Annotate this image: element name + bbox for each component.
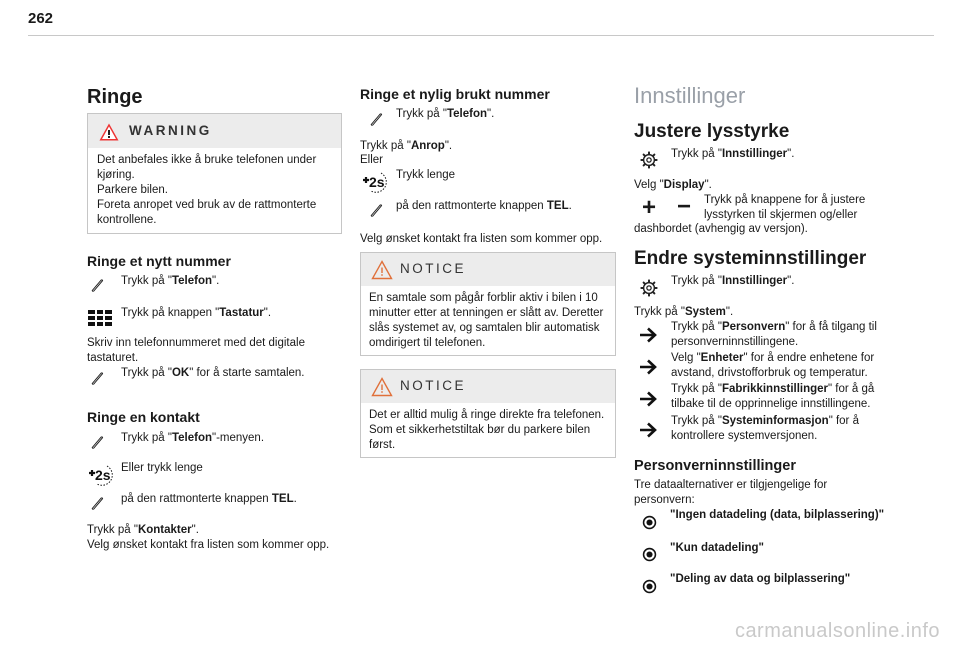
instruction-text: Trykk på knappen "Tastatur". xyxy=(121,307,272,319)
instruction-text: Velg ønsket kontakt fra listen som kommer opp. xyxy=(87,539,330,551)
notice-text: En samtale som pågår forblir aktiv i bilen i 10 minutter etter at tenningen er slått av. Deretter slås systemet av, og samtalen blir automatisk omdirigert til telefonen. xyxy=(369,292,604,349)
long-press-icon xyxy=(361,170,391,194)
arrow-right-icon xyxy=(638,389,658,409)
notice-box xyxy=(360,252,616,356)
minus-icon: − xyxy=(677,193,692,220)
plus-icon: + xyxy=(642,194,657,221)
instruction-text: Velg "Display". xyxy=(634,179,712,191)
warning-label: WARNING xyxy=(129,123,212,138)
warning-icon xyxy=(98,122,120,142)
arrow-right-icon xyxy=(638,357,658,377)
subheading-ringe-en-kontakt: Ringe en kontakt xyxy=(87,409,200,425)
instruction-text: på den rattmonterte knappen TEL. xyxy=(396,200,572,212)
instruction-text: Trykk på "Personvern" for å få tilgang til personverninnstillingene. xyxy=(671,321,877,348)
notice-icon xyxy=(371,377,393,397)
watermark: carmanualsonline.info xyxy=(734,620,940,642)
warning-box xyxy=(87,113,342,234)
section-heading-ringe: Ringe xyxy=(87,86,143,108)
subheading-ringe-nytt-nummer: Ringe et nytt nummer xyxy=(87,253,231,269)
instruction-text: Skriv inn telefonnummeret med det digitale tastaturet. xyxy=(87,337,305,364)
instruction-text: Tre dataalternativer er tilgjengelige for personvern: xyxy=(634,479,828,506)
instruction-text: Trykk på "Telefon". xyxy=(396,108,495,120)
instruction-text: på den rattmonterte knappen TEL. xyxy=(121,493,297,505)
arrow-right-icon xyxy=(638,420,658,440)
instruction-text: Eller trykk lenge xyxy=(121,462,203,474)
tap-pen-icon xyxy=(89,370,105,386)
radio-selected-icon xyxy=(641,546,658,563)
keypad-icon xyxy=(87,309,113,329)
subheading-endre-systeminnstillinger: Endre systeminnstillinger xyxy=(634,248,867,269)
notice-icon xyxy=(371,260,393,280)
tap-pen-icon xyxy=(368,111,384,127)
instruction-text: Trykk på "Anrop". xyxy=(360,140,453,152)
instruction-text: Velg ønsket kontakt fra listen som kommer opp. xyxy=(360,233,603,245)
instruction-text: Trykk på knappene for å justere lysstyrken til skjermen og/eller xyxy=(704,194,866,221)
tap-pen-icon xyxy=(89,277,105,293)
warning-text: Det anbefales ikke å bruke telefonen under kjøring. Parkere bilen. Foreta anropet ved bruk av de rattmonterte kontrollene. xyxy=(97,154,317,226)
instruction-text: Trykk på "Kontakter". xyxy=(87,524,199,536)
top-divider xyxy=(28,35,934,36)
gear-icon xyxy=(640,151,658,169)
option-text: "Deling av data og bilplassering" xyxy=(670,573,851,585)
option-text: "Kun datadeling" xyxy=(670,542,764,554)
notice-label: NOTICE xyxy=(400,378,467,393)
page-number: 262 xyxy=(28,10,54,27)
tap-pen-icon xyxy=(89,495,105,511)
instruction-text: Trykk på "Innstillinger". xyxy=(671,148,795,160)
long-press-icon xyxy=(87,463,117,487)
subheading-justere-lysstyrke: Justere lysstyrke xyxy=(634,121,790,142)
instruction-text: Trykk på "OK" for å starte samtalen. xyxy=(121,367,305,379)
radio-selected-icon xyxy=(641,514,658,531)
option-text: "Ingen datadeling (data, bilplassering)" xyxy=(670,509,885,521)
radio-selected-icon xyxy=(641,578,658,595)
instruction-text: Trykk på "Telefon". xyxy=(121,275,220,287)
subheading-ringe-nylig: Ringe et nylig brukt nummer xyxy=(360,86,550,102)
arrow-right-icon xyxy=(638,325,658,345)
subheading-personverninnstillinger: Personverninnstillinger xyxy=(634,458,796,474)
instruction-text: dashbordet (avhengig av versjon). xyxy=(634,223,808,235)
instruction-text: Trykk på "Innstillinger". xyxy=(671,275,795,287)
tap-pen-icon xyxy=(368,202,384,218)
instruction-text: Trykk på "Telefon"-menyen. xyxy=(121,432,265,444)
instruction-text: Trykk på "System". xyxy=(634,306,734,318)
instruction-text: Trykk på "Systeminformasjon" for å kontrollere systemversjonen. xyxy=(671,415,859,442)
notice-text: Det er alltid mulig å ringe direkte fra telefonen. Som et sikkerhetstiltak bør du parkere bilen først. xyxy=(369,409,605,451)
instruction-text: Trykk på "Fabrikkinnstillinger" for å gå tilbake til de opprinnelige innstillingene. xyxy=(671,383,875,410)
instruction-text: Eller xyxy=(360,154,384,166)
notice-box xyxy=(360,369,616,458)
notice-label: NOTICE xyxy=(400,261,467,276)
page-title: Innstillinger xyxy=(634,83,746,108)
gear-icon xyxy=(640,279,658,297)
instruction-text: Velg "Enheter" for å endre enhetene for avstand, drivstofforbruk og temperatur. xyxy=(671,352,875,379)
tap-pen-icon xyxy=(89,434,105,450)
instruction-text: Trykk lenge xyxy=(396,169,456,181)
